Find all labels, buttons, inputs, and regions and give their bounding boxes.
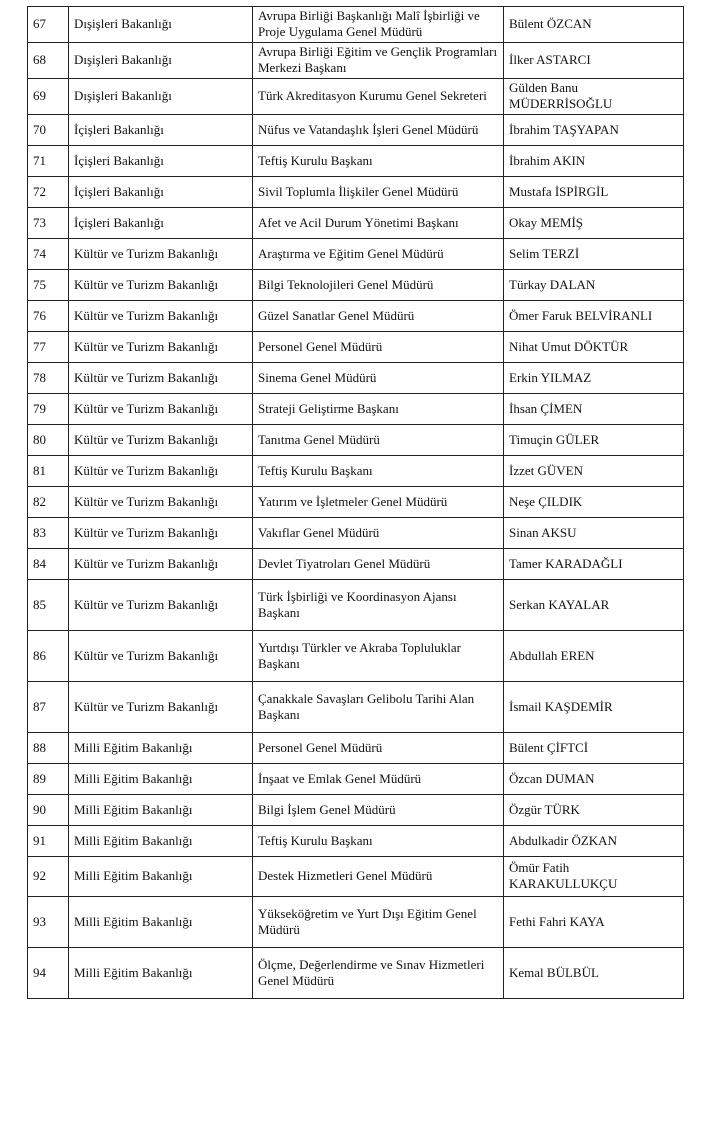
- row-number-text: 68: [33, 52, 46, 67]
- position-cell: [253, 79, 504, 115]
- position-cell-text: Teftiş Kurulu Başkanı: [258, 152, 373, 168]
- person-name-cell: [504, 363, 684, 394]
- table-row: [28, 332, 684, 363]
- ministry-cell-text: Milli Eğitim Bakanlığı: [74, 913, 193, 929]
- row-number-text: 93: [33, 913, 46, 929]
- table-row: [28, 43, 684, 79]
- row-number-text: 69: [33, 88, 46, 103]
- position-cell-text: Bilgi İşlem Genel Müdürü: [258, 801, 396, 817]
- position-cell-text: Yurtdışı Türkler ve Akraba Topluluklar Başkanı: [258, 639, 461, 671]
- ministry-cell-text: Kültür ve Turizm Bakanlığı: [74, 555, 219, 571]
- ministry-cell: [69, 456, 253, 487]
- person-name-cell-text: Neşe ÇILDIK: [509, 493, 583, 509]
- ministry-cell-text: Kültür ve Turizm Bakanlığı: [74, 524, 219, 540]
- ministry-cell-text: Kültür ve Turizm Bakanlığı: [74, 647, 219, 663]
- row-number: [28, 425, 69, 456]
- person-name-cell-text: Okay MEMİŞ: [509, 214, 584, 230]
- person-name-cell-text: Tamer KARADAĞLI: [509, 555, 623, 571]
- table-row: [28, 301, 684, 332]
- position-cell: [253, 857, 504, 897]
- ministry-cell: [69, 795, 253, 826]
- person-name-cell-text: İbrahim AKIN: [509, 152, 586, 168]
- ministry-cell: [69, 487, 253, 518]
- row-number: [28, 518, 69, 549]
- person-name-cell: [504, 79, 684, 115]
- table-body: [28, 7, 684, 999]
- position-cell-text: Strateji Geliştirme Başkanı: [258, 400, 399, 416]
- row-number-text: 89: [33, 770, 46, 786]
- position-cell: [253, 580, 504, 631]
- row-number: [28, 208, 69, 239]
- row-number: [28, 682, 69, 733]
- position-cell-text: Nüfus ve Vatandaşlık İşleri Genel Müdürü: [258, 121, 479, 137]
- row-number: [28, 456, 69, 487]
- ministry-cell: [69, 425, 253, 456]
- table-row: [28, 764, 684, 795]
- ministry-cell: [69, 115, 253, 146]
- row-number: [28, 795, 69, 826]
- row-number: [28, 177, 69, 208]
- person-name-cell: [504, 795, 684, 826]
- position-cell-text: Araştırma ve Eğitim Genel Müdürü: [258, 245, 444, 261]
- ministry-cell: [69, 301, 253, 332]
- table-row: [28, 682, 684, 733]
- ministry-cell: [69, 764, 253, 795]
- table-row: [28, 115, 684, 146]
- row-number-text: 76: [33, 307, 46, 323]
- ministry-cell-text: Kültür ve Turizm Bakanlığı: [74, 307, 219, 323]
- table-row: [28, 79, 684, 115]
- person-name-cell: [504, 177, 684, 208]
- ministry-cell-text: İçişleri Bakanlığı: [74, 183, 164, 199]
- position-cell: [253, 363, 504, 394]
- person-name-cell: [504, 733, 684, 764]
- ministry-cell: [69, 631, 253, 682]
- position-cell-text: Sivil Toplumla İlişkiler Genel Müdürü: [258, 183, 459, 199]
- table-row: [28, 425, 684, 456]
- position-cell: [253, 826, 504, 857]
- ministry-cell: [69, 79, 253, 115]
- position-cell: [253, 764, 504, 795]
- person-name-cell-text: Özgür TÜRK: [509, 801, 580, 817]
- person-name-cell: [504, 394, 684, 425]
- person-name-cell-text: Türkay DALAN: [509, 276, 596, 292]
- row-number-text: 71: [33, 152, 46, 168]
- position-cell-text: Personel Genel Müdürü: [258, 739, 383, 755]
- position-cell-text: Teftiş Kurulu Başkanı: [258, 462, 373, 478]
- ministry-cell: [69, 332, 253, 363]
- person-name-cell-text: İbrahim TAŞYAPAN: [509, 121, 619, 137]
- person-name-cell: [504, 826, 684, 857]
- row-number-text: 81: [33, 462, 46, 478]
- position-cell-text: Yatırım ve İşletmeler Genel Müdürü: [258, 493, 448, 509]
- ministry-cell-text: Milli Eğitim Bakanlığı: [74, 868, 193, 883]
- ministry-cell-text: Kültür ve Turizm Bakanlığı: [74, 276, 219, 292]
- ministry-cell: [69, 857, 253, 897]
- ministry-cell: [69, 208, 253, 239]
- position-cell-text: İnşaat ve Emlak Genel Müdürü: [258, 770, 422, 786]
- ministry-cell-text: Dışişleri Bakanlığı: [74, 52, 172, 67]
- row-number-text: 94: [33, 964, 46, 980]
- table-row: [28, 948, 684, 999]
- ministry-cell-text: Kültür ve Turizm Bakanlığı: [74, 400, 219, 416]
- person-name-cell-text: Abdulkadir ÖZKAN: [509, 832, 617, 848]
- position-cell: [253, 733, 504, 764]
- table-row: [28, 580, 684, 631]
- person-name-cell-text: Timuçin GÜLER: [509, 431, 600, 447]
- ministry-cell: [69, 549, 253, 580]
- position-cell-text: Türk İşbirliği ve Koordinasyon Ajansı Başkanı: [258, 588, 457, 620]
- ministry-cell-text: İçişleri Bakanlığı: [74, 121, 164, 137]
- appointments-table: [27, 6, 684, 999]
- position-cell: [253, 394, 504, 425]
- position-cell: [253, 239, 504, 270]
- ministry-cell-text: Milli Eğitim Bakanlığı: [74, 832, 193, 848]
- row-number: [28, 580, 69, 631]
- person-name-cell-text: İlker ASTARCI: [509, 52, 591, 67]
- row-number-text: 87: [33, 698, 46, 714]
- position-cell-text: Çanakkale Savaşları Gelibolu Tarihi Alan Başkanı: [258, 690, 475, 722]
- position-cell: [253, 43, 504, 79]
- position-cell: [253, 270, 504, 301]
- row-number: [28, 948, 69, 999]
- person-name-cell-text: Bülent ÇİFTCİ: [509, 739, 589, 755]
- ministry-cell-text: Milli Eğitim Bakanlığı: [74, 739, 193, 755]
- ministry-cell-text: Kültür ve Turizm Bakanlığı: [74, 462, 219, 478]
- position-cell: [253, 897, 504, 948]
- row-number: [28, 549, 69, 580]
- position-cell-text: Personel Genel Müdürü: [258, 338, 383, 354]
- person-name-cell: [504, 456, 684, 487]
- person-name-cell-text: Ömür Fatih KARAKULLUKÇU: [509, 860, 618, 891]
- position-cell: [253, 795, 504, 826]
- person-name-cell: [504, 682, 684, 733]
- table-row: [28, 394, 684, 425]
- position-cell: [253, 208, 504, 239]
- row-number: [28, 764, 69, 795]
- person-name-cell: [504, 948, 684, 999]
- position-cell: [253, 518, 504, 549]
- ministry-cell-text: Kültür ve Turizm Bakanlığı: [74, 369, 219, 385]
- ministry-cell-text: Milli Eğitim Bakanlığı: [74, 801, 193, 817]
- person-name-cell: [504, 425, 684, 456]
- person-name-cell: [504, 897, 684, 948]
- position-cell-text: Yükseköğretim ve Yurt Dışı Eğitim Genel Müdürü: [258, 905, 477, 937]
- table-row: [28, 897, 684, 948]
- row-number: [28, 115, 69, 146]
- person-name-cell: [504, 332, 684, 363]
- ministry-cell: [69, 43, 253, 79]
- row-number: [28, 270, 69, 301]
- position-cell-text: Avrupa Birliği Başkanlığı Malî İşbirliği ve Proje Uygulama Genel Müdürü: [258, 8, 480, 39]
- person-name-cell-text: Selim TERZİ: [509, 245, 580, 261]
- row-number: [28, 487, 69, 518]
- person-name-cell: [504, 487, 684, 518]
- position-cell-text: Afet ve Acil Durum Yönetimi Başkanı: [258, 214, 459, 230]
- row-number-text: 83: [33, 524, 46, 540]
- ministry-cell-text: Milli Eğitim Bakanlığı: [74, 964, 193, 980]
- row-number-text: 77: [33, 338, 46, 354]
- person-name-cell-text: Kemal BÜLBÜL: [509, 964, 599, 980]
- person-name-cell: [504, 580, 684, 631]
- row-number: [28, 631, 69, 682]
- ministry-cell: [69, 580, 253, 631]
- ministry-cell: [69, 733, 253, 764]
- position-cell-text: Teftiş Kurulu Başkanı: [258, 832, 373, 848]
- person-name-cell: [504, 631, 684, 682]
- person-name-cell-text: Ömer Faruk BELVİRANLI: [509, 307, 653, 323]
- row-number-text: 84: [33, 555, 46, 571]
- position-cell: [253, 7, 504, 43]
- ministry-cell: [69, 146, 253, 177]
- person-name-cell: [504, 7, 684, 43]
- table-row: [28, 631, 684, 682]
- position-cell: [253, 456, 504, 487]
- position-cell-text: Devlet Tiyatroları Genel Müdürü: [258, 555, 431, 571]
- position-cell: [253, 301, 504, 332]
- person-name-cell-text: Sinan AKSU: [509, 524, 577, 540]
- position-cell: [253, 115, 504, 146]
- ministry-cell-text: Kültür ve Turizm Bakanlığı: [74, 431, 219, 447]
- ministry-cell-text: Dışişleri Bakanlığı: [74, 16, 172, 31]
- row-number-text: 85: [33, 596, 46, 612]
- row-number: [28, 857, 69, 897]
- table-row: [28, 518, 684, 549]
- table-row: [28, 733, 684, 764]
- person-name-cell-text: Gülden Banu MÜDERRİSOĞLU: [509, 80, 613, 111]
- row-number-text: 70: [33, 121, 46, 137]
- ministry-cell: [69, 270, 253, 301]
- position-cell: [253, 549, 504, 580]
- position-cell: [253, 487, 504, 518]
- person-name-cell-text: İzzet GÜVEN: [509, 462, 583, 478]
- row-number-text: 78: [33, 369, 46, 385]
- table-row: [28, 146, 684, 177]
- table-row: [28, 363, 684, 394]
- ministry-cell: [69, 826, 253, 857]
- person-name-cell-text: İsmail KAŞDEMİR: [509, 698, 613, 714]
- position-cell-text: Avrupa Birliği Eğitim ve Gençlik Programları Merkezi Başkanı: [258, 44, 498, 75]
- position-cell-text: Bilgi Teknolojileri Genel Müdürü: [258, 276, 434, 292]
- person-name-cell: [504, 301, 684, 332]
- row-number: [28, 394, 69, 425]
- position-cell: [253, 425, 504, 456]
- ministry-cell-text: Kültür ve Turizm Bakanlığı: [74, 698, 219, 714]
- position-cell-text: Güzel Sanatlar Genel Müdürü: [258, 307, 415, 323]
- person-name-cell-text: Nihat Umut DÖKTÜR: [509, 338, 629, 354]
- row-number-text: 75: [33, 276, 46, 292]
- person-name-cell: [504, 549, 684, 580]
- table-row: [28, 549, 684, 580]
- person-name-cell-text: Erkin YILMAZ: [509, 369, 592, 385]
- row-number: [28, 43, 69, 79]
- person-name-cell-text: Mustafa İSPİRGİL: [509, 183, 609, 199]
- ministry-cell: [69, 239, 253, 270]
- row-number: [28, 363, 69, 394]
- row-number: [28, 239, 69, 270]
- person-name-cell: [504, 764, 684, 795]
- row-number-text: 90: [33, 801, 46, 817]
- row-number-text: 74: [33, 245, 46, 261]
- position-cell-text: Destek Hizmetleri Genel Müdürü: [258, 868, 433, 883]
- ministry-cell-text: Kültür ve Turizm Bakanlığı: [74, 245, 219, 261]
- table-row: [28, 208, 684, 239]
- person-name-cell-text: Abdullah EREN: [509, 647, 595, 663]
- person-name-cell: [504, 518, 684, 549]
- ministry-cell-text: İçişleri Bakanlığı: [74, 214, 164, 230]
- person-name-cell: [504, 857, 684, 897]
- ministry-cell-text: İçişleri Bakanlığı: [74, 152, 164, 168]
- position-cell: [253, 332, 504, 363]
- table-row: [28, 826, 684, 857]
- position-cell-text: Ölçme, Değerlendirme ve Sınav Hizmetleri Genel Müdürü: [258, 956, 485, 988]
- row-number: [28, 146, 69, 177]
- position-cell: [253, 146, 504, 177]
- ministry-cell-text: Kültür ve Turizm Bakanlığı: [74, 493, 219, 509]
- table-row: [28, 239, 684, 270]
- row-number-text: 92: [33, 868, 46, 883]
- row-number: [28, 301, 69, 332]
- ministry-cell: [69, 897, 253, 948]
- row-number: [28, 897, 69, 948]
- row-number: [28, 332, 69, 363]
- ministry-cell: [69, 177, 253, 208]
- person-name-cell-text: İhsan ÇİMEN: [509, 400, 583, 416]
- ministry-cell-text: Dışişleri Bakanlığı: [74, 88, 172, 103]
- table-row: [28, 270, 684, 301]
- ministry-cell-text: Kültür ve Turizm Bakanlığı: [74, 596, 219, 612]
- row-number-text: 79: [33, 400, 46, 416]
- table-row: [28, 456, 684, 487]
- position-cell-text: Türk Akreditasyon Kurumu Genel Sekreteri: [258, 88, 487, 103]
- position-cell: [253, 948, 504, 999]
- ministry-cell: [69, 948, 253, 999]
- position-cell-text: Vakıflar Genel Müdürü: [258, 524, 380, 540]
- table-row: [28, 177, 684, 208]
- person-name-cell-text: Özcan DUMAN: [509, 770, 595, 786]
- person-name-cell-text: Fethi Fahri KAYA: [509, 913, 605, 929]
- ministry-cell: [69, 363, 253, 394]
- person-name-cell: [504, 115, 684, 146]
- row-number-text: 72: [33, 183, 46, 199]
- person-name-cell: [504, 239, 684, 270]
- position-cell-text: Sinema Genel Müdürü: [258, 369, 377, 385]
- ministry-cell: [69, 7, 253, 43]
- position-cell: [253, 682, 504, 733]
- table-row: [28, 795, 684, 826]
- person-name-cell-text: Bülent ÖZCAN: [509, 16, 592, 31]
- row-number-text: 73: [33, 214, 46, 230]
- table-row: [28, 857, 684, 897]
- position-cell: [253, 177, 504, 208]
- person-name-cell: [504, 208, 684, 239]
- row-number-text: 88: [33, 739, 46, 755]
- ministry-cell: [69, 518, 253, 549]
- person-name-cell-text: Serkan KAYALAR: [509, 596, 610, 612]
- row-number: [28, 733, 69, 764]
- row-number-text: 91: [33, 832, 46, 848]
- person-name-cell: [504, 146, 684, 177]
- position-cell: [253, 631, 504, 682]
- position-cell-text: Tanıtma Genel Müdürü: [258, 431, 380, 447]
- ministry-cell-text: Kültür ve Turizm Bakanlığı: [74, 338, 219, 354]
- ministry-cell: [69, 682, 253, 733]
- row-number: [28, 7, 69, 43]
- row-number-text: 82: [33, 493, 46, 509]
- row-number-text: 86: [33, 647, 46, 663]
- row-number-text: 67: [33, 16, 46, 31]
- table-row: [28, 7, 684, 43]
- row-number-text: 80: [33, 431, 46, 447]
- person-name-cell: [504, 43, 684, 79]
- row-number: [28, 79, 69, 115]
- table-row: [28, 487, 684, 518]
- row-number: [28, 826, 69, 857]
- ministry-cell: [69, 394, 253, 425]
- person-name-cell: [504, 270, 684, 301]
- ministry-cell-text: Milli Eğitim Bakanlığı: [74, 770, 193, 786]
